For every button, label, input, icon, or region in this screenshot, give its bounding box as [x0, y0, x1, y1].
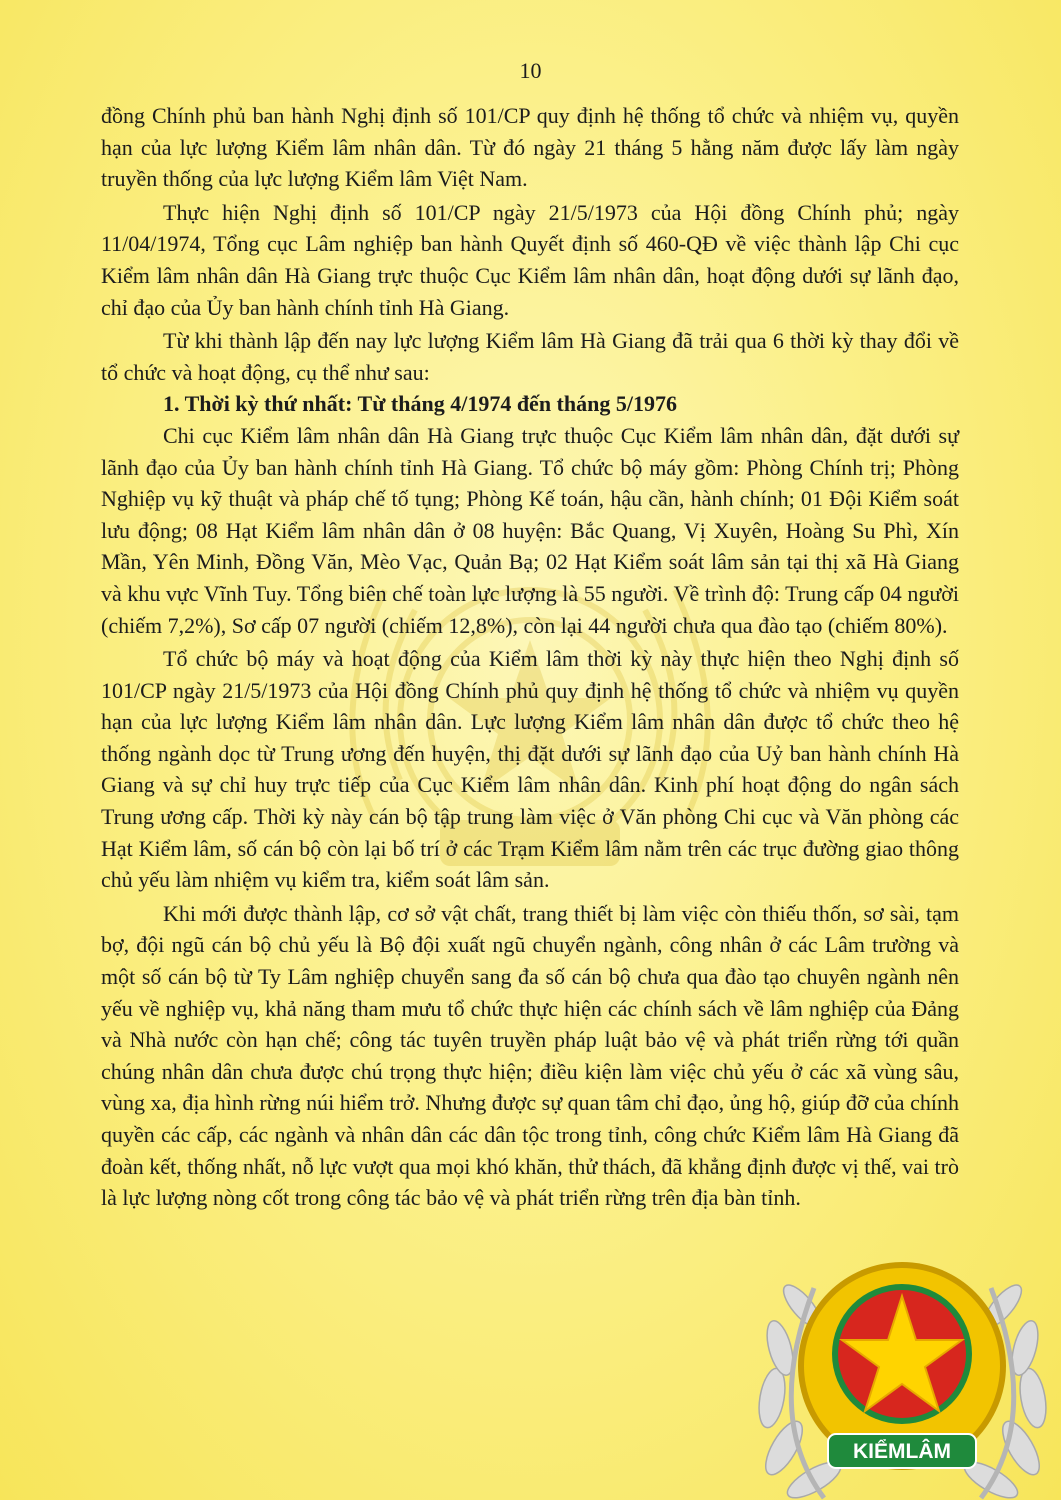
paragraph-organization: Chi cục Kiểm lâm nhân dân Hà Giang trực thuộc Cục Kiểm lâm nhân dân, đặt dưới sự lãnh đạo của Ủy ban hành chính tỉnh Hà Giang. Tổ chức bộ máy gồm: Phòng Chính trị; Phòng Nghiệp vụ kỹ thuật và pháp chế tố tụng; Phòng Kế toán, hậu cần, hành chính; 01 Đội Kiểm soát lưu động; 08 Hạt Kiểm lâm nhân dân ở 08 huyện: Bắc Quang, Vị Xuyên, Hoàng Su Phì, Xín Mần, Yên Minh, Đồng Văn, Mèo Vạc, Quản Bạ; 02 Hạt Kiểm soát lâm sản tại thị xã Hà Giang và khu vực Vĩnh Tuy. Tổng biên chế toàn lực lượng là 55 người. Về trình độ: Trung cấp 04 người (chiếm 7,2%), Sơ cấp 07 người (chiếm 12,8%), còn lại 44 người chưa qua đào tạo (chiếm 80%).: [101, 422, 959, 638]
paragraph-operation: Tổ chức bộ máy và hoạt động của Kiểm lâm thời kỳ này thực hiện theo Nghị định số 101/CP ngày 21/5/1973 của Hội đồng Chính phủ quy định hệ thống tổ chức và nhiệm vụ quyền hạn của lực lượng Kiểm lâm nhân dân. Lực lượng Kiểm lâm nhân dân được tổ chức theo hệ thống ngành dọc từ Trung ương đến huyện, thị đặt dưới sự lãnh đạo của Uỷ ban hành chính Hà Giang và sự chỉ huy trực tiếp của Cục Kiểm lâm nhân dân. Kinh phí hoạt động do ngân sách Trung ương cấp. Thời kỳ này cán bộ tập trung làm việc ở Văn phòng Chi cục và Văn phòng các Hạt Kiểm lâm, số cán bộ còn lại bố trí ở các Trạm Kiểm lâm nằm trên các trục đường giao thông chủ yếu làm nhiệm vụ kiểm tra, kiểm soát lâm sản.: [101, 646, 959, 893]
page-number: 10: [519, 58, 542, 83]
paragraph-early-difficulties: Khi mới được thành lập, cơ sở vật chất, trang thiết bị làm việc còn thiếu thốn, sơ sài, tạm bợ, đội ngũ cán bộ chủ yếu là Bộ đội xuất ngũ chuyển ngành, công nhân ở các Lâm trường và một số cán bộ từ Ty Lâm nghiệp chuyển sang đa số cán bộ chưa qua đào tạo chuyên ngành nên yếu về nghiệp vụ, khả năng tham mưu tổ chức thực hiện các chính sách về lâm nghiệp của Đảng và Nhà nước còn hạn chế; công tác tuyên truyền pháp luật bảo vệ và phát triển rừng tới quần chúng nhân dân chưa được chú trọng thực hiện; điều kiện làm việc chủ yếu ở các xã vùng sâu, vùng xa, địa hình rừng núi hiểm trở. Nhưng được sự quan tâm chỉ đạo, ủng hộ, giúp đỡ của chính quyền các cấp, các ngành và nhân dân các dân tộc trong tỉnh, công chức Kiểm lâm Hà Giang đã đoàn kết, thống nhất, nỗ lực vượt qua mọi khó khăn, thử thách, đã khẳng định được vị thế, vai trò là lực lượng nòng cốt trong công tác bảo vệ và phát triển rừng trên địa bàn tỉnh.: [101, 900, 959, 1211]
body-text: [101, 100, 959, 1214]
paragraph-decree-implementation: Thực hiện Nghị định số 101/CP ngày 21/5/1973 của Hội đồng Chính phủ; ngày 11/04/1974, Tổng cục Lâm nghiệp ban hành Quyết định số 460-QĐ về việc thành lập Chi cục Kiểm lâm nhân dân Hà Giang trực thuộc Cục Kiểm lâm nhân dân, hoạt động dưới sự lãnh đạo, chỉ đạo của Ủy ban hành chính tỉnh Hà Giang.: [101, 199, 959, 320]
kiem-lam-emblem-icon: [744, 1248, 1061, 1500]
section-heading-period-1: 1. Thời kỳ thứ nhất: Từ tháng 4/1974 đến tháng 5/1976: [163, 391, 677, 417]
paragraph-continuation: đồng Chính phủ ban hành Nghị định số 101/CP quy định hệ thống tổ chức và nhiệm vụ, quyền hạn của lực lượng Kiểm lâm nhân dân. Từ đó ngày 21 tháng 5 hằng năm được lấy làm ngày truyền thống của lực lượng Kiểm lâm Việt Nam.: [101, 103, 959, 192]
emblem-label: KIỂMLÂM: [853, 1440, 951, 1463]
paragraph-six-periods: Từ khi thành lập đến nay lực lượng Kiểm lâm Hà Giang đã trải qua 6 thời kỳ thay đổi về tổ chức và hoạt động, cụ thể như sau:: [101, 328, 959, 385]
